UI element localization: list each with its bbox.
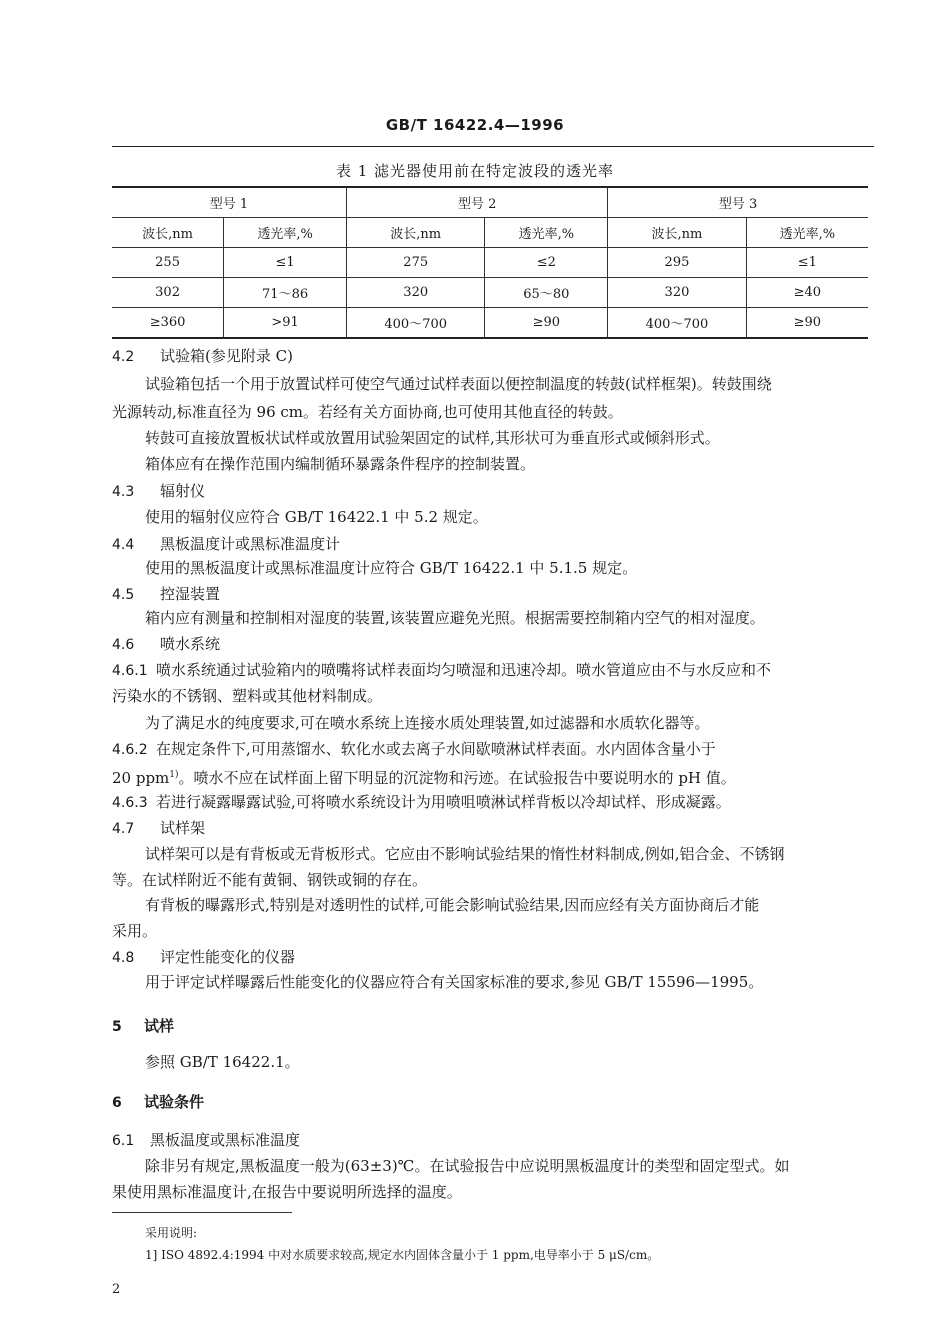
paragraph-line: 除非另有规定,黑板温度一般为(63±3)℃。在试验报告中应说明黑板温度计的类型和固定型式。如 bbox=[145, 1157, 790, 1175]
paragraph-line: 等。在试样附近不能有黄铜、钢铁或铜的存在。 bbox=[112, 871, 428, 889]
paragraph-line: 箱体应有在操作范围内编制循环暴露条件程序的控制装置。 bbox=[145, 455, 536, 473]
table-cell: ≥40 bbox=[746, 278, 868, 308]
paragraph-line: 污染水的不锈钢、塑料或其他材料制成。 bbox=[112, 687, 383, 705]
section-number: 6.1 bbox=[112, 1133, 135, 1149]
section-4-7-heading bbox=[112, 818, 205, 839]
column-header: 透光率,% bbox=[746, 218, 868, 248]
page-number: 2 bbox=[112, 1282, 121, 1297]
paragraph-line: 有背板的曝露形式,特别是对透明性的试样,可能会影响试验结果,因而应经有关方面协商后才能 bbox=[145, 896, 760, 914]
table-cell: 320 bbox=[608, 278, 746, 308]
section-4-6-heading bbox=[112, 634, 220, 655]
section-title: 辐射仪 bbox=[160, 482, 206, 500]
header-rule bbox=[112, 146, 874, 147]
table-cell: ≥90 bbox=[485, 308, 608, 339]
section-4-6-1 bbox=[112, 660, 771, 681]
footnote-marker: 1) bbox=[169, 770, 179, 780]
table-row bbox=[112, 308, 868, 339]
table-cell: 65～80 bbox=[485, 278, 608, 308]
column-header: 波长,nm bbox=[608, 218, 746, 248]
paragraph-line: 在规定条件下,可用蒸馏水、软化水或去离子水间歇喷淋试样表面。水内固体含量小于 bbox=[156, 740, 716, 758]
section-title: 试样架 bbox=[160, 819, 206, 837]
footnote-rule bbox=[112, 1212, 292, 1213]
text-run: 20 ppm bbox=[112, 769, 170, 787]
section-4-3-heading bbox=[112, 481, 205, 502]
section-number: 4.7 bbox=[112, 821, 135, 837]
table-cell: ≤2 bbox=[485, 248, 608, 278]
paragraph-line: 采用。 bbox=[112, 922, 158, 940]
footnote-heading: 采用说明: bbox=[145, 1226, 198, 1240]
table-cell: ≤1 bbox=[224, 248, 347, 278]
paragraph-line: 使用的辐射仪应符合 GB/T 16422.1 中 5.2 规定。 bbox=[145, 508, 488, 526]
section-title: 评定性能变化的仪器 bbox=[160, 948, 296, 966]
section-4-4-heading bbox=[112, 534, 340, 555]
table-row bbox=[112, 278, 868, 308]
section-6-1-heading bbox=[112, 1130, 300, 1151]
table-cell: 320 bbox=[347, 278, 485, 308]
section-title: 控湿装置 bbox=[160, 585, 221, 603]
section-title: 黑板温度计或黑标准温度计 bbox=[160, 535, 341, 553]
section-title: 试验箱(参见附录 C) bbox=[160, 347, 293, 365]
section-title: 试样 bbox=[144, 1017, 175, 1035]
standard-header: GB/T 16422.4—1996 bbox=[385, 116, 565, 134]
table-caption: 表 1 滤光器使用前在特定波段的透光率 bbox=[335, 162, 615, 180]
column-header: 波长,nm bbox=[112, 218, 224, 248]
model-3-header: 型号 3 bbox=[608, 187, 868, 218]
section-title: 黑板温度或黑标准温度 bbox=[150, 1131, 301, 1149]
table-cell: 302 bbox=[112, 278, 224, 308]
paragraph-line: 使用的黑板温度计或黑标准温度计应符合 GB/T 16422.1 中 5.1.5 规定。 bbox=[145, 559, 638, 577]
section-number: 4.6.3 bbox=[112, 795, 148, 811]
model-2-header: 型号 2 bbox=[347, 187, 608, 218]
table-cell: 71～86 bbox=[224, 278, 347, 308]
section-4-6-2 bbox=[112, 739, 716, 760]
paragraph-line: 用于评定试样曝露后性能变化的仪器应符合有关国家标准的要求,参见 GB/T 15596—1995。 bbox=[145, 973, 764, 991]
paragraph-line: 若进行凝露曝露试验,可将喷水系统设计为用喷咀喷淋试样背板以冷却试样、形成凝露。 bbox=[156, 793, 731, 811]
section-number: 4.6 bbox=[112, 637, 135, 653]
paragraph-line: 为了满足水的纯度要求,可在喷水系统上连接水质处理装置,如过滤器和水质软化器等。 bbox=[145, 714, 710, 732]
section-number: 6 bbox=[112, 1095, 122, 1111]
footnote-text: 1] ISO 4892.4:1994 中对水质要求较高,规定水内固体含量小于 1 ppm,电导率小于 5 μS/cm。 bbox=[145, 1248, 660, 1262]
section-number: 4.6.1 bbox=[112, 663, 148, 679]
paragraph-line: 箱内应有测量和控制相对湿度的装置,该装置应避免光照。根据需要控制箱内空气的相对湿度。 bbox=[145, 609, 765, 627]
section-4-2-heading bbox=[112, 346, 293, 367]
paragraph-line: 光源转动,标准直径为 96 cm。若经有关方面协商,也可使用其他直径的转鼓。 bbox=[112, 403, 623, 421]
paragraph-line: 试验箱包括一个用于放置试样可使空气通过试样表面以便控制温度的转鼓(试样框架)。转鼓围绕 bbox=[145, 375, 772, 393]
section-6-heading bbox=[112, 1092, 204, 1113]
section-title: 喷水系统 bbox=[160, 635, 221, 653]
paragraph-line: 喷水系统通过试验箱内的喷嘴将试样表面均匀喷湿和迅速冷却。喷水管道应由不与水反应和不 bbox=[156, 661, 772, 679]
table-cell: ≤1 bbox=[746, 248, 868, 278]
section-number: 4.4 bbox=[112, 537, 135, 553]
paragraph-line: 转鼓可直接放置板状试样或放置用试验架固定的试样,其形状可为垂直形式或倾斜形式。 bbox=[145, 429, 720, 447]
paragraph-line: 参照 GB/T 16422.1。 bbox=[145, 1053, 300, 1071]
section-number: 4.5 bbox=[112, 587, 135, 603]
paragraph-line: 果使用黑标准温度计,在报告中要说明所选择的温度。 bbox=[112, 1183, 462, 1201]
section-number: 5 bbox=[112, 1019, 122, 1035]
table-cell: 255 bbox=[112, 248, 224, 278]
section-4-5-heading bbox=[112, 584, 220, 605]
section-number: 4.2 bbox=[112, 349, 135, 365]
paragraph-line bbox=[112, 765, 736, 788]
section-number: 4.3 bbox=[112, 484, 135, 500]
table-cell: 275 bbox=[347, 248, 485, 278]
transmittance-table bbox=[112, 186, 868, 339]
section-title: 试验条件 bbox=[144, 1093, 205, 1111]
table-cell: ≥360 bbox=[112, 308, 224, 339]
column-header: 波长,nm bbox=[347, 218, 485, 248]
section-number: 4.8 bbox=[112, 950, 135, 966]
table-cell: ≥90 bbox=[746, 308, 868, 339]
section-5-heading bbox=[112, 1016, 174, 1037]
section-number: 4.6.2 bbox=[112, 742, 148, 758]
column-header: 透光率,% bbox=[224, 218, 347, 248]
paragraph-line: 试样架可以是有背板或无背板形式。它应由不影响试验结果的惰性材料制成,例如,铝合金、不锈钢 bbox=[145, 845, 785, 863]
section-4-6-3 bbox=[112, 792, 731, 813]
table-cell: 295 bbox=[608, 248, 746, 278]
table-cell: 400～700 bbox=[347, 308, 485, 339]
model-1-header: 型号 1 bbox=[112, 187, 347, 218]
table-row bbox=[112, 248, 868, 278]
table-cell: 400～700 bbox=[608, 308, 746, 339]
text-run: 。喷水不应在试样面上留下明显的沉淀物和污迹。在试验报告中要说明水的 pH 值。 bbox=[178, 769, 736, 787]
table-cell: >91 bbox=[224, 308, 347, 339]
column-header: 透光率,% bbox=[485, 218, 608, 248]
section-4-8-heading bbox=[112, 947, 295, 968]
